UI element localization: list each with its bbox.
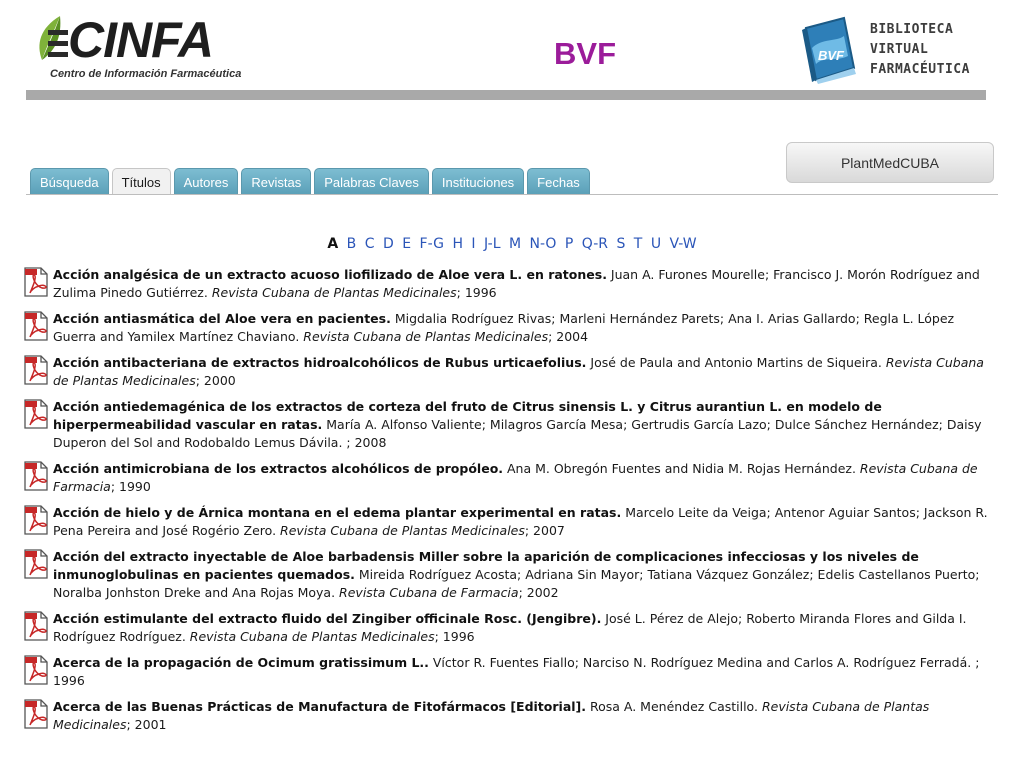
article-year: ; 2000 [195, 373, 236, 388]
pdf-icon[interactable] [24, 311, 48, 341]
article-year: ; 2007 [524, 523, 565, 538]
tab-instituciones[interactable]: Instituciones [432, 168, 524, 195]
alphabet-link[interactable]: B [346, 236, 357, 252]
bvf-logo-text [870, 20, 970, 80]
alphabet-link[interactable]: U [650, 236, 662, 252]
alphabet-link[interactable]: V-W [669, 236, 697, 252]
pdf-icon[interactable] [24, 461, 48, 491]
tab-fechas[interactable]: Fechas [527, 168, 590, 195]
article-journal: Revista Cubana de Plantas Medicinales [53, 355, 984, 388]
pdf-icon[interactable] [24, 267, 48, 297]
article-year: ; 2002 [518, 585, 559, 600]
cinfa-logo-word: CINFA [68, 12, 213, 68]
article-journal: Revista Cubana de Plantas Medicinales [303, 329, 549, 344]
article-year: ; 2008 [346, 435, 387, 450]
page-title: BVF [554, 36, 616, 71]
alphabet-link[interactable]: N-O [529, 236, 557, 252]
article-title[interactable]: Acción estimulante del extracto fluido del Zingiber officinale Rosc. (Jengibre). [53, 611, 602, 626]
article-journal: Revista Cubana de Plantas Medicinales [53, 699, 930, 732]
alphabet-link[interactable]: S [616, 236, 626, 252]
article-journal: Revista Cubana de Farmacia [339, 585, 519, 600]
tab-titulos[interactable]: Títulos [112, 168, 171, 195]
alphabet-link[interactable]: P [564, 236, 574, 252]
list-item [24, 398, 1000, 452]
alphabet-current-letter: A [327, 236, 339, 252]
pdf-icon[interactable] [24, 699, 48, 729]
list-item [24, 266, 1000, 302]
results-list [24, 266, 1000, 742]
alphabet-link[interactable]: I [471, 236, 476, 252]
article-year: ; 2004 [548, 329, 589, 344]
bvf-logo-line: FARMACÉUTICA [870, 62, 970, 77]
cinfa-logo-subtitle: Centro de Información Farmacéutica [50, 68, 242, 80]
bvf-logo-line: VIRTUAL [870, 42, 929, 57]
article-title[interactable]: Acerca de las Buenas Prácticas de Manufactura de Fitofármacos [Editorial]. [53, 699, 586, 714]
pdf-icon[interactable] [24, 655, 48, 685]
alphabet-link[interactable]: D [382, 236, 394, 252]
article-year: ; 1990 [110, 479, 151, 494]
tab-revistas[interactable]: Revistas [241, 168, 311, 195]
tab-autores[interactable]: Autores [174, 168, 239, 195]
article-authors: Ana M. Obregón Fuentes and Nidia M. Rojas Hernández. [503, 461, 860, 476]
article-title[interactable]: Acción antibacteriana de extractos hidroalcohólicos de Rubus urticaefolius. [53, 355, 587, 370]
article-title[interactable]: Acción antimicrobiana de los extractos alcohólicos de propóleo. [53, 461, 504, 476]
pdf-icon[interactable] [24, 399, 48, 429]
header-divider [26, 90, 986, 100]
article-title[interactable]: Acerca de la propagación de Ocimum gratissimum L.. [53, 655, 429, 670]
bvf-logo-badge: BVF [818, 48, 844, 63]
tab-busqueda[interactable]: Búsqueda [30, 168, 109, 195]
article-title[interactable]: Acción analgésica de un extracto acuoso liofilizado de Aloe vera L. en ratones. [53, 267, 607, 282]
alphabet-link[interactable]: H [452, 236, 463, 252]
pdf-icon[interactable] [24, 611, 48, 641]
article-year: ; 1996 [456, 285, 497, 300]
alphabet-link[interactable]: J-L [484, 236, 501, 252]
article-authors: Marcelo Leite da Veiga; Antenor Aguiar Santos; Jackson R. Pena Pereira and José Rogério Zero. [53, 505, 988, 538]
article-journal: Revista Cubana de Plantas Medicinales [189, 629, 435, 644]
list-item [24, 610, 1000, 646]
article-authors: Rosa A. Menéndez Castillo. [586, 699, 762, 714]
pdf-icon[interactable] [24, 355, 48, 385]
tabs-divider [26, 194, 998, 195]
plantmedcuba-button[interactable]: PlantMedCUBA [786, 142, 994, 183]
alphabet-link[interactable]: Q-R [581, 236, 608, 252]
alphabet-link[interactable]: E [402, 236, 412, 252]
article-authors: Migdalia Rodríguez Rivas; Marleni Hernández Parets; Ana I. Arias Gallardo; Regla L. López Guerra and Yamilex Martínez Chaviano. [53, 311, 955, 344]
article-title[interactable]: Acción del extracto inyectable de Aloe barbadensis Miller sobre la aparición de complicaciones infecciosas y los niveles de inmunoglobulinas en pacientes quemados. [53, 549, 919, 582]
article-journal: Revista Cubana de Plantas Medicinales [280, 523, 525, 538]
article-journal: Revista Cubana de Plantas Medicinales [211, 285, 457, 300]
article-year: ; 2001 [126, 717, 167, 732]
article-authors: Juan A. Furones Mourelle; Francisco J. Morón Rodríguez and Zulima Pinedo Gutiérrez. [53, 267, 980, 300]
bvf-logo-line: BIBLIOTECA [870, 22, 954, 37]
article-journal: Revista Cubana de Farmacia [53, 461, 978, 494]
article-title[interactable]: Acción de hielo y de Árnica montana en el edema plantar experimental en ratas. [53, 505, 622, 520]
list-item [24, 354, 1000, 390]
book-icon [796, 14, 862, 86]
list-item [24, 698, 1000, 734]
tab-palabras-claves[interactable]: Palabras Claves [314, 168, 429, 195]
article-year: ; 1996 [434, 629, 475, 644]
article-year: ; 1996 [53, 655, 980, 688]
alphabet-index [0, 235, 1024, 253]
article-title[interactable]: Acción antiasmática del Aloe vera en pacientes. [53, 311, 391, 326]
list-item [24, 504, 1000, 540]
article-authors: Mireida Rodríguez Acosta; Adriana Sin Mayor; Tatiana Vázquez González; Edelis Castellanos Puerto; Noralba Jonhston Dreke and Ana Rojas Moya. [53, 567, 980, 600]
alphabet-link[interactable]: F-G [419, 236, 444, 252]
article-title[interactable]: Acción antiedemagénica de los extractos de corteza del fruto de Citrus sinensis L. y Citrus aurantiun L. en modelo de hiperpermeabilidad vascular en ratas. [53, 399, 882, 432]
list-item [24, 548, 1000, 602]
tab-bar [30, 168, 590, 195]
alphabet-link[interactable]: C [364, 236, 375, 252]
pdf-icon[interactable] [24, 549, 48, 579]
page-header [0, 0, 1024, 102]
article-authors: Víctor R. Fuentes Fiallo; Narciso N. Rodríguez Medina and Carlos A. Rodríguez Ferradá. [428, 655, 976, 670]
pdf-icon[interactable] [24, 505, 48, 535]
alphabet-link[interactable]: T [633, 236, 643, 252]
list-item [24, 654, 1000, 690]
alphabet-link[interactable]: M [508, 236, 522, 252]
list-item [24, 310, 1000, 346]
cinfa-logo[interactable] [34, 12, 242, 84]
bvf-logo[interactable] [796, 12, 974, 88]
article-authors: José L. Pérez de Alejo; Roberto Miranda Flores and Gilda I. Rodríguez Rodríguez. [53, 611, 967, 644]
article-authors: José de Paula and Antonio Martins de Siqueira. [586, 355, 886, 370]
article-authors: María A. Alfonso Valiente; Milagros García Mesa; Gertrudis García Lazo; Dulce Sánchez Hernández; Daisy Duperon del Sol and Rodobaldo Lemus Dávila. [53, 417, 982, 450]
list-item [24, 460, 1000, 496]
